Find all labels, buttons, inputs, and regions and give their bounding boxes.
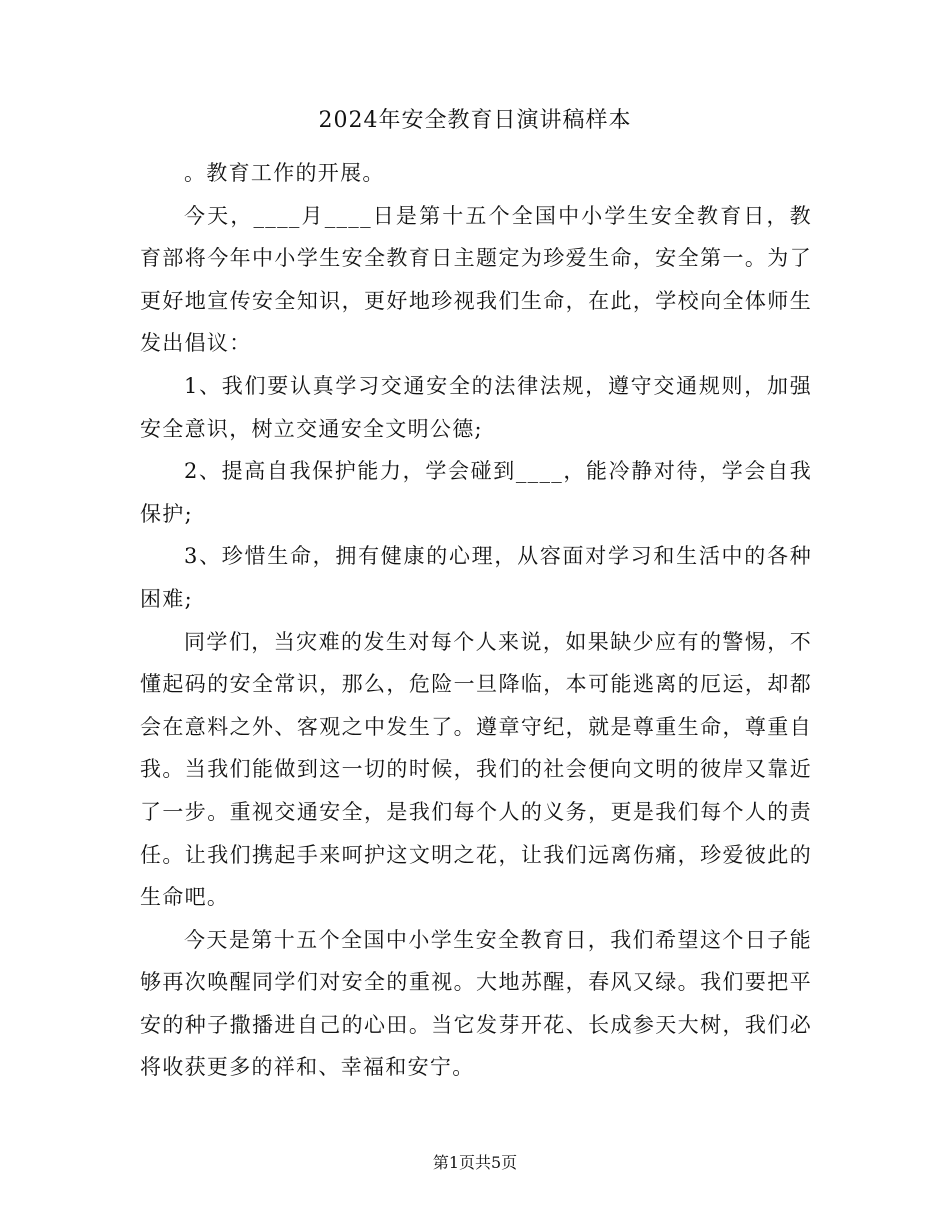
- document-title: 2024年安全教育日演讲稿样本: [318, 108, 632, 133]
- paragraph-intro-fragment: 。教育工作的开展。: [184, 161, 385, 185]
- paragraph-item-3: 3、珍惜生命，拥有健康的心理，从容面对学习和生活中的各种困难;: [140, 544, 812, 611]
- paragraph-closing: 今天是第十五个全国中小学生安全教育日，我们希望这个日子能够再次唤醒同学们对安全的重视。大地苏醒，春风又绿。我们要把平安的种子撒播进自己的心田。当它发芽开花、长成参天大树，我们必将收获更多的祥和、幸福和安宁。: [140, 927, 812, 1080]
- paragraph-item-2: 2、提高自我保护能力，学会碰到____，能冷静对待，学会自我保护;: [140, 459, 812, 526]
- paragraph-appeal: 同学们，当灾难的发生对每个人来说，如果缺少应有的警惕，不懂起码的安全常识，那么，危险一旦降临，本可能逃离的厄运，却都会在意料之外、客观之中发生了。遵章守纪，就是尊重生命，尊重自我。当我们能做到这一切的时候，我们的社会便向文明的彼岸又靠近了一步。重视交通安全，是我们每个人的义务，更是我们每个人的责任。让我们携起手来呵护这文明之花，让我们远离伤痛，珍爱彼此的生命吧。: [140, 629, 812, 910]
- paragraph-safety-day: 今天，____月____日是第十五个全国中小学生安全教育日，教育部将今年中小学生安全教育日主题定为珍爱生命，安全第一。为了更好地宣传安全知识，更好地珍视我们生命，在此，学校向全体师生发出倡议：: [140, 203, 812, 356]
- page-number: 第1页共5页: [432, 1153, 518, 1172]
- paragraph-item-1: 1、我们要认真学习交通安全的法律法规，遵守交通规则，加强安全意识，树立交通安全文明公德;: [140, 373, 812, 441]
- document-body: [140, 152, 812, 1089]
